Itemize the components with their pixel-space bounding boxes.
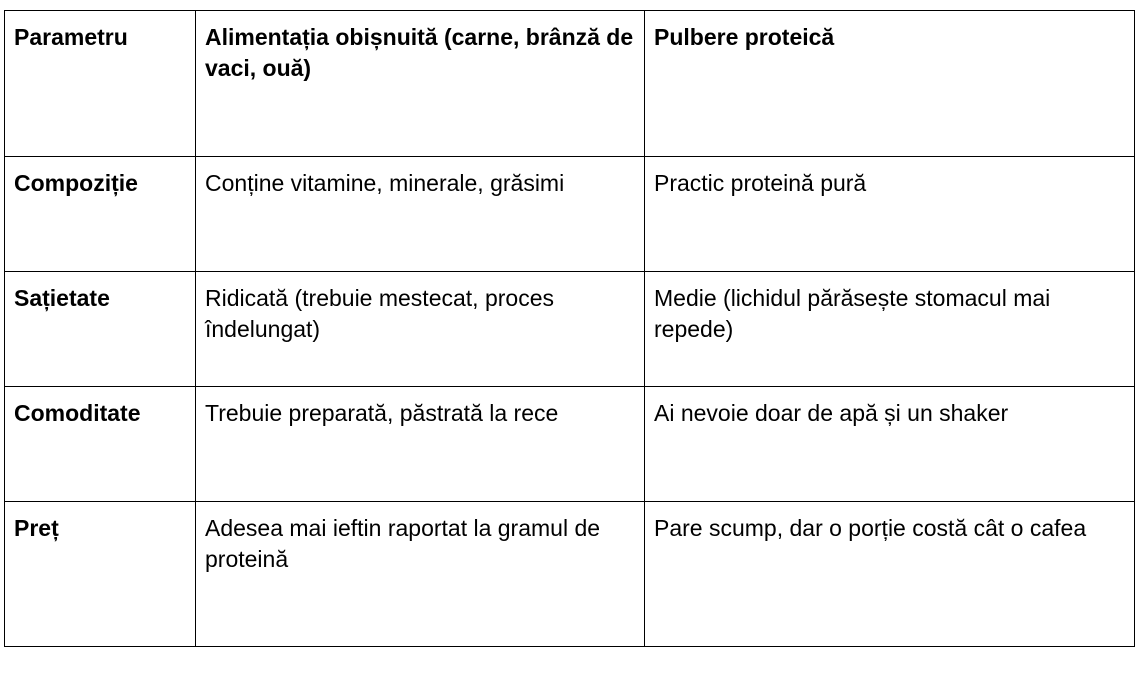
row-protein-powder: Practic proteină pură <box>645 157 1135 272</box>
header-protein-powder: Pulbere proteică <box>645 11 1135 157</box>
row-regular-food: Conține vitamine, minerale, grăsimi <box>196 157 645 272</box>
table-row <box>5 387 1135 502</box>
table-header-row <box>5 11 1135 157</box>
row-parameter: Sațietate <box>5 272 196 387</box>
comparison-table <box>4 10 1135 647</box>
row-protein-powder: Medie (lichidul părăsește stomacul mai repede) <box>645 272 1135 387</box>
row-regular-food: Adesea mai ieftin raportat la gramul de proteină <box>196 502 645 647</box>
row-protein-powder: Ai nevoie doar de apă și un shaker <box>645 387 1135 502</box>
table-row <box>5 502 1135 647</box>
table-row <box>5 157 1135 272</box>
row-regular-food: Ridicată (trebuie mestecat, proces îndelungat) <box>196 272 645 387</box>
row-regular-food: Trebuie preparată, păstrată la rece <box>196 387 645 502</box>
row-parameter: Compoziție <box>5 157 196 272</box>
row-parameter: Preț <box>5 502 196 647</box>
row-protein-powder: Pare scump, dar o porție costă cât o cafea <box>645 502 1135 647</box>
header-regular-food: Alimentația obișnuită (carne, brânză de vaci, ouă) <box>196 11 645 157</box>
header-parameter: Parametru <box>5 11 196 157</box>
table-row <box>5 272 1135 387</box>
row-parameter: Comoditate <box>5 387 196 502</box>
